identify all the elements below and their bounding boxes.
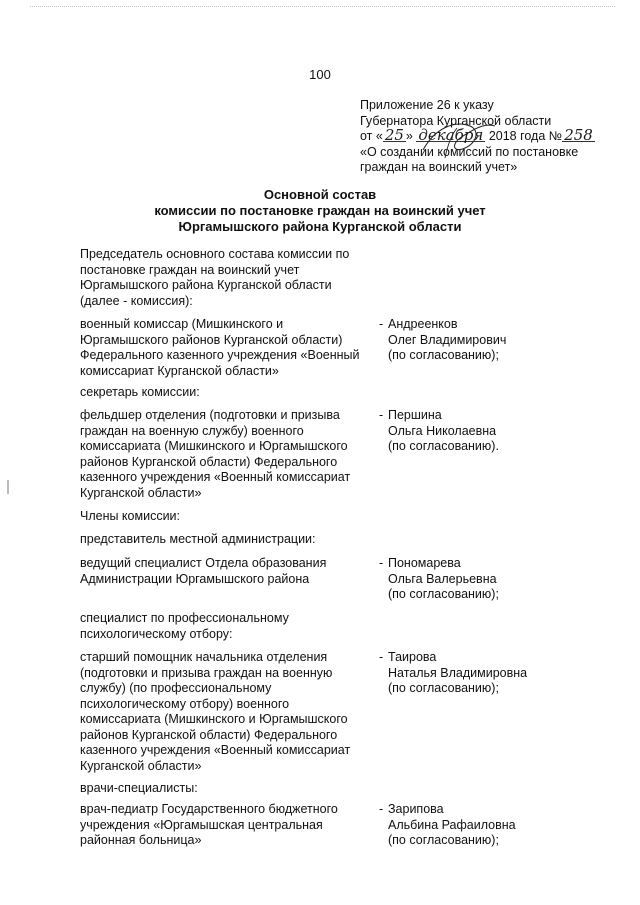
chairman-position: военный комиссар (Мишкинского и Юргамышского районов Курганской области) Федерального казенного учреждения «Военный комиссариат Курганской области» bbox=[80, 317, 360, 378]
psych-position: старший помощник начальника отделения (подготовки и призыва граждан на военную службу) (по профессиональному психологическому отбору) военного комиссариата (Мишкинского и Юргамышского районов Курганской области) Федерального казенного учреждения «Военный комиссариат Курганской области» bbox=[80, 650, 351, 773]
title-line: Юргамышского района Курганской области bbox=[178, 219, 462, 234]
psych-heading: специалист по профессиональному психологическому отбору: bbox=[80, 611, 289, 641]
doctor-name: - Зарипова Альбина Рафаиловна (по согласованию); bbox=[379, 802, 516, 847]
psych-name: - Таирова Наталья Владимировна (по согласованию); bbox=[379, 650, 528, 695]
appendix-date-line: от « 25 » декабря 2018 года № 258 bbox=[360, 126, 593, 144]
chairman-heading: Председатель основного состава комиссии по постановке граждан на воинский учет Юргамышского района Курганской области (далее - комиссия): bbox=[80, 247, 350, 308]
doctors-heading: врачи-специалисты: bbox=[80, 781, 198, 795]
list-dash: - bbox=[379, 408, 384, 422]
appendix-line: Приложение 26 к указу bbox=[360, 98, 494, 112]
appendix-line: граждан на воинский учет» bbox=[360, 160, 518, 174]
appendix-line: Губернатора Курганской области bbox=[360, 113, 552, 128]
local-admin-name: - Пономарева Ольга Валерьевна (по согласованию); bbox=[379, 556, 499, 601]
title-line: комиссии по постановке граждан на воинский учет bbox=[154, 203, 486, 218]
secretary-heading: секретарь комиссии: bbox=[80, 385, 200, 399]
chairman-name: - Андреенков Олег Владимирович (по согласованию); bbox=[379, 317, 507, 362]
appendix-line: «О создании комиссий по постановке bbox=[360, 144, 579, 159]
page-number: 100 bbox=[309, 67, 331, 82]
document-title bbox=[0, 187, 640, 235]
handwritten-month: декабря bbox=[418, 126, 484, 144]
scan-edge-artifact bbox=[30, 6, 615, 10]
list-dash: - bbox=[379, 556, 384, 570]
list-dash: - bbox=[379, 650, 384, 664]
local-admin-position: ведущий специалист Отдела образования Администрации Юргамышского района bbox=[80, 556, 327, 586]
appendix-note bbox=[360, 98, 595, 176]
title-line: Основной состав bbox=[263, 187, 377, 202]
scan-edge-artifact bbox=[7, 480, 9, 494]
secretary-name: - Першина Ольга Николаевна (по согласованию). bbox=[379, 408, 499, 453]
members-heading: Члены комиссии: bbox=[80, 509, 181, 523]
list-dash: - bbox=[379, 802, 384, 816]
handwritten-number: 258 bbox=[564, 126, 593, 144]
local-admin-heading: представитель местной администрации: bbox=[80, 532, 316, 546]
list-dash: - bbox=[379, 317, 384, 331]
secretary-position: фельдшер отделения (подготовки и призыва граждан на военную службу) военного комиссариата (Мишкинского и Юргамышского районов Курганской области) Федерального казенного учреждения «Военный комиссариат Курганской области» bbox=[80, 408, 351, 500]
handwritten-day: 25 bbox=[384, 126, 404, 144]
doctor-position: врач-педиатр Государственного бюджетного учреждения «Юргамышская центральная районная больница» bbox=[80, 802, 338, 847]
